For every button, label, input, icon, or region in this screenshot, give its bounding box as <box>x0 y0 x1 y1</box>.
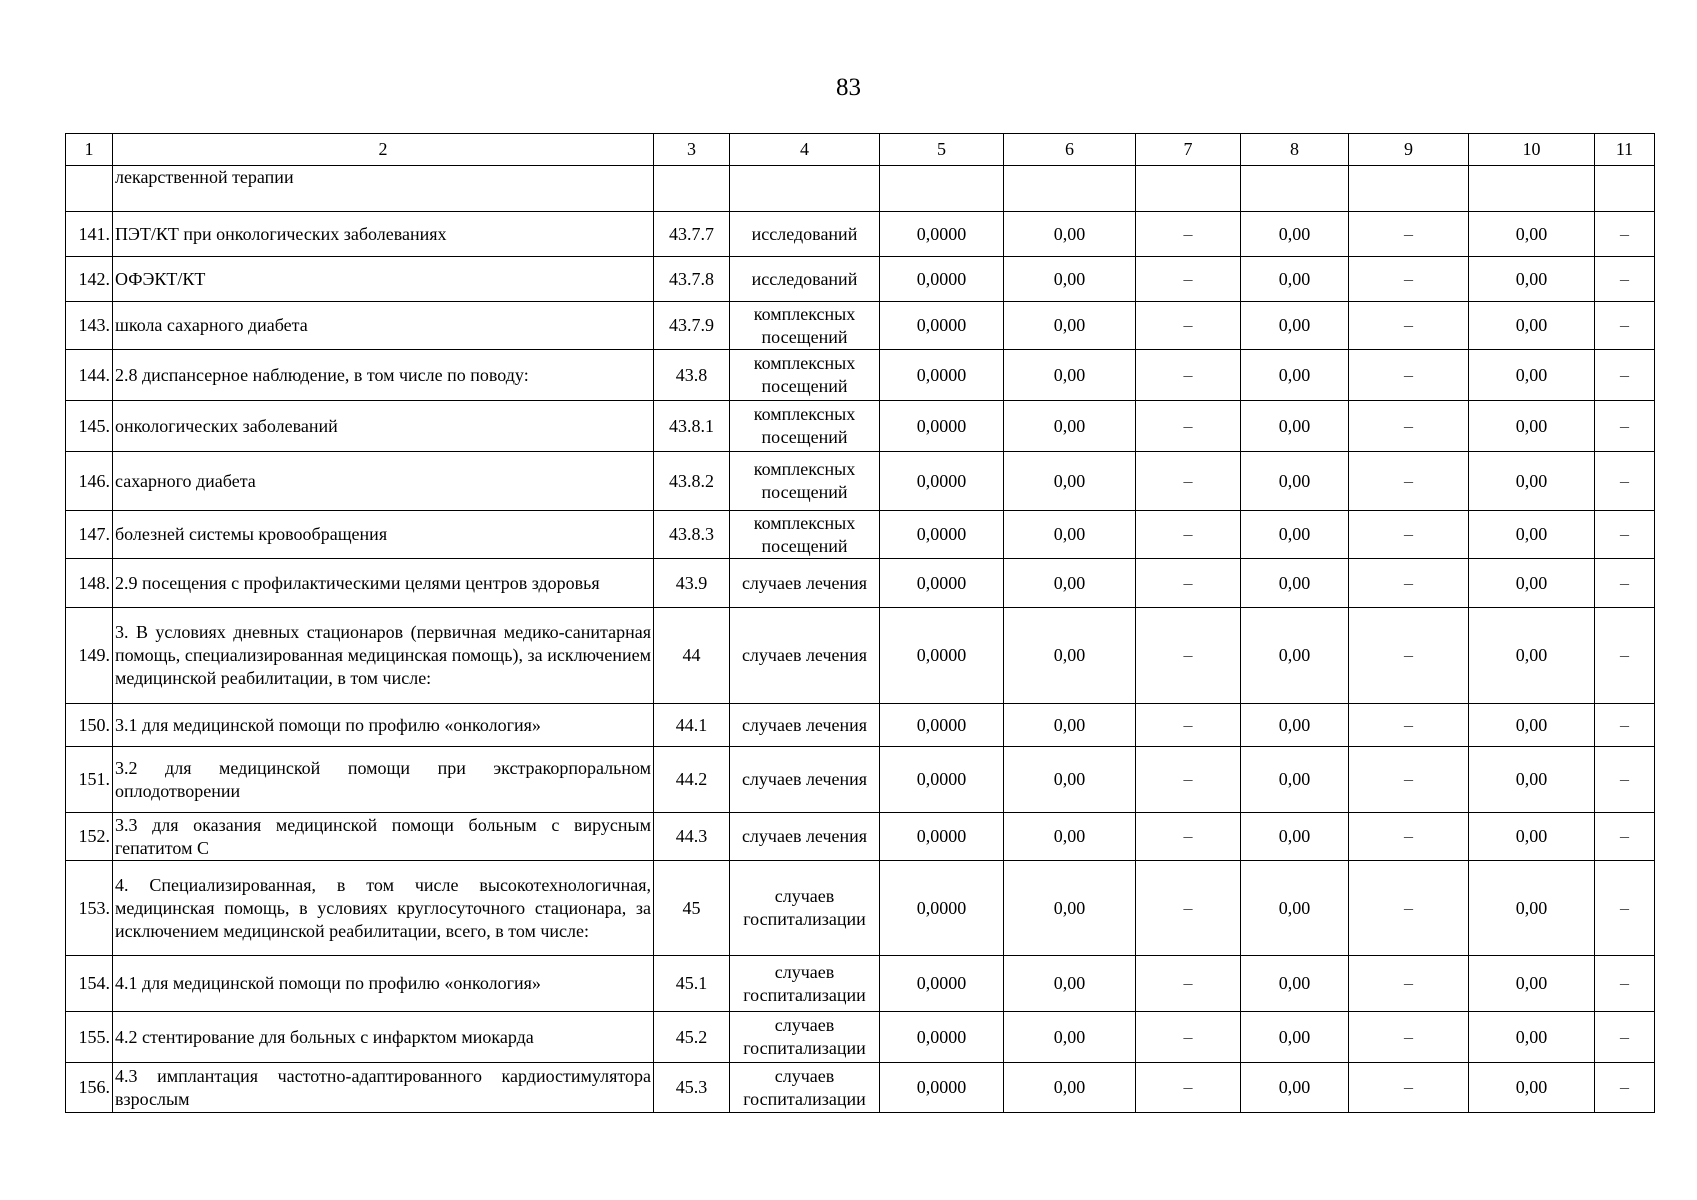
row-unit: комплексных посещений <box>730 401 880 452</box>
row-code: 45.1 <box>654 956 730 1012</box>
row-number: 152. <box>66 813 113 861</box>
row-col11: – <box>1595 452 1655 511</box>
row-col6: 0,00 <box>1004 559 1136 608</box>
row-unit: комплексных посещений <box>730 511 880 559</box>
table-row <box>66 608 1655 704</box>
row-col11: – <box>1595 559 1655 608</box>
row-unit: случаев лечения <box>730 704 880 747</box>
table-row <box>66 747 1655 813</box>
row-name: 4.1 для медицинской помощи по профилю «онкология» <box>113 956 654 1012</box>
row-col8: 0,00 <box>1241 302 1349 350</box>
row-col6: 0,00 <box>1004 452 1136 511</box>
row-col11: – <box>1595 1012 1655 1063</box>
row-col6: 0,00 <box>1004 212 1136 257</box>
row-col6: 0,00 <box>1004 704 1136 747</box>
data-table <box>65 133 1655 1113</box>
row-number <box>66 166 113 212</box>
row-col6 <box>1004 166 1136 212</box>
row-col11: – <box>1595 1063 1655 1113</box>
row-number: 153. <box>66 861 113 956</box>
row-col8: 0,00 <box>1241 452 1349 511</box>
row-col7: – <box>1136 608 1241 704</box>
row-col10: 0,00 <box>1469 257 1595 302</box>
row-col8: 0,00 <box>1241 401 1349 452</box>
row-col6: 0,00 <box>1004 956 1136 1012</box>
row-col10: 0,00 <box>1469 559 1595 608</box>
row-col7: – <box>1136 813 1241 861</box>
row-col7: – <box>1136 747 1241 813</box>
row-col6: 0,00 <box>1004 1063 1136 1113</box>
row-unit: исследований <box>730 212 880 257</box>
row-code: 43.7.8 <box>654 257 730 302</box>
row-col8: 0,00 <box>1241 1063 1349 1113</box>
row-col5: 0,0000 <box>880 511 1004 559</box>
row-col9: – <box>1349 1012 1469 1063</box>
row-code: 43.7.7 <box>654 212 730 257</box>
row-code: 43.8.2 <box>654 452 730 511</box>
row-code: 45.2 <box>654 1012 730 1063</box>
table-row <box>66 1012 1655 1063</box>
row-col9: – <box>1349 350 1469 401</box>
row-col5: 0,0000 <box>880 350 1004 401</box>
row-col10: 0,00 <box>1469 1063 1595 1113</box>
row-name: ПЭТ/КТ при онкологических заболеваниях <box>113 212 654 257</box>
header-cell: 2 <box>113 134 654 166</box>
row-number: 149. <box>66 608 113 704</box>
row-col7 <box>1136 166 1241 212</box>
row-col10: 0,00 <box>1469 452 1595 511</box>
row-col8: 0,00 <box>1241 350 1349 401</box>
table-row <box>66 166 1655 212</box>
row-col6: 0,00 <box>1004 401 1136 452</box>
row-col5: 0,0000 <box>880 747 1004 813</box>
row-number: 142. <box>66 257 113 302</box>
row-col9 <box>1349 166 1469 212</box>
row-col5 <box>880 166 1004 212</box>
row-col9: – <box>1349 257 1469 302</box>
row-code: 43.9 <box>654 559 730 608</box>
row-col8 <box>1241 166 1349 212</box>
row-col7: – <box>1136 559 1241 608</box>
row-col7: – <box>1136 212 1241 257</box>
row-col7: – <box>1136 302 1241 350</box>
table-row <box>66 401 1655 452</box>
row-col10: 0,00 <box>1469 861 1595 956</box>
table-row <box>66 511 1655 559</box>
row-col8: 0,00 <box>1241 608 1349 704</box>
row-unit: исследований <box>730 257 880 302</box>
row-col9: – <box>1349 559 1469 608</box>
row-col11: – <box>1595 747 1655 813</box>
row-code: 44.2 <box>654 747 730 813</box>
row-unit: случаев лечения <box>730 747 880 813</box>
row-name: онкологических заболеваний <box>113 401 654 452</box>
row-col6: 0,00 <box>1004 1012 1136 1063</box>
row-code <box>654 166 730 212</box>
row-number: 154. <box>66 956 113 1012</box>
header-cell: 8 <box>1241 134 1349 166</box>
row-code: 44.1 <box>654 704 730 747</box>
row-col11: – <box>1595 257 1655 302</box>
row-col10: 0,00 <box>1469 212 1595 257</box>
row-code: 43.8.3 <box>654 511 730 559</box>
row-unit: комплексных посещений <box>730 350 880 401</box>
table-row <box>66 212 1655 257</box>
row-unit: случаев госпитализации <box>730 861 880 956</box>
row-number: 141. <box>66 212 113 257</box>
row-col5: 0,0000 <box>880 813 1004 861</box>
row-col11 <box>1595 166 1655 212</box>
row-col8: 0,00 <box>1241 257 1349 302</box>
row-code: 44 <box>654 608 730 704</box>
row-col5: 0,0000 <box>880 861 1004 956</box>
row-unit: случаев госпитализации <box>730 1012 880 1063</box>
table-row <box>66 704 1655 747</box>
row-col10: 0,00 <box>1469 956 1595 1012</box>
row-name: лекарственной терапии <box>113 166 654 212</box>
table-row <box>66 813 1655 861</box>
row-col8: 0,00 <box>1241 1012 1349 1063</box>
row-col10: 0,00 <box>1469 1012 1595 1063</box>
row-col6: 0,00 <box>1004 302 1136 350</box>
row-unit <box>730 166 880 212</box>
header-cell: 11 <box>1595 134 1655 166</box>
row-name: 3. В условиях дневных стационаров (первичная медико-санитарная помощь, специализированная медицинская помощь), за исключением медицинской реабилитации, в том числе: <box>113 608 654 704</box>
row-col5: 0,0000 <box>880 452 1004 511</box>
header-row <box>66 134 1655 166</box>
header-cell: 9 <box>1349 134 1469 166</box>
table-row <box>66 861 1655 956</box>
row-col9: – <box>1349 511 1469 559</box>
row-col7: – <box>1136 511 1241 559</box>
row-col8: 0,00 <box>1241 747 1349 813</box>
row-name: 4.3 имплантация частотно-адаптированного кардиостимулятора взрослым <box>113 1063 654 1113</box>
row-unit: комплексных посещений <box>730 302 880 350</box>
row-col10: 0,00 <box>1469 747 1595 813</box>
row-name: 4. Специализированная, в том числе высокотехнологичная, медицинская помощь, в условиях круглосуточного стационара, за исключением медицинской реабилитации, всего, в том числе: <box>113 861 654 956</box>
row-name: 2.9 посещения с профилактическими целями центров здоровья <box>113 559 654 608</box>
row-col7: – <box>1136 401 1241 452</box>
table-row <box>66 257 1655 302</box>
table-row <box>66 1063 1655 1113</box>
row-col9: – <box>1349 956 1469 1012</box>
row-name: 4.2 стентирование для больных с инфарктом миокарда <box>113 1012 654 1063</box>
row-col9: – <box>1349 747 1469 813</box>
row-unit: комплексных посещений <box>730 452 880 511</box>
header-cell: 3 <box>654 134 730 166</box>
row-col10: 0,00 <box>1469 704 1595 747</box>
row-number: 155. <box>66 1012 113 1063</box>
row-number: 147. <box>66 511 113 559</box>
row-col6: 0,00 <box>1004 257 1136 302</box>
table-row <box>66 956 1655 1012</box>
row-col8: 0,00 <box>1241 704 1349 747</box>
row-unit: случаев госпитализации <box>730 956 880 1012</box>
table-row <box>66 452 1655 511</box>
row-col9: – <box>1349 608 1469 704</box>
row-unit: случаев госпитализации <box>730 1063 880 1113</box>
row-col7: – <box>1136 257 1241 302</box>
row-col8: 0,00 <box>1241 861 1349 956</box>
row-col10: 0,00 <box>1469 813 1595 861</box>
row-name: болезней системы кровообращения <box>113 511 654 559</box>
table-row <box>66 559 1655 608</box>
row-name: школа сахарного диабета <box>113 302 654 350</box>
row-col5: 0,0000 <box>880 401 1004 452</box>
row-col7: – <box>1136 350 1241 401</box>
row-name: 2.8 диспансерное наблюдение, в том числе по поводу: <box>113 350 654 401</box>
row-col11: – <box>1595 608 1655 704</box>
row-col11: – <box>1595 956 1655 1012</box>
row-col11: – <box>1595 350 1655 401</box>
row-name: 3.1 для медицинской помощи по профилю «онкология» <box>113 704 654 747</box>
header-cell: 6 <box>1004 134 1136 166</box>
row-col6: 0,00 <box>1004 350 1136 401</box>
row-col5: 0,0000 <box>880 559 1004 608</box>
row-col11: – <box>1595 861 1655 956</box>
row-number: 145. <box>66 401 113 452</box>
row-name: 3.2 для медицинской помощи при экстракорпоральном оплодотворении <box>113 747 654 813</box>
row-col8: 0,00 <box>1241 956 1349 1012</box>
row-unit: случаев лечения <box>730 559 880 608</box>
header-cell: 1 <box>66 134 113 166</box>
row-col6: 0,00 <box>1004 747 1136 813</box>
row-name: 3.3 для оказания медицинской помощи больным с вирусным гепатитом С <box>113 813 654 861</box>
row-col8: 0,00 <box>1241 559 1349 608</box>
table-row <box>66 302 1655 350</box>
row-number: 151. <box>66 747 113 813</box>
row-col11: – <box>1595 813 1655 861</box>
row-col11: – <box>1595 212 1655 257</box>
row-col6: 0,00 <box>1004 511 1136 559</box>
row-code: 43.7.9 <box>654 302 730 350</box>
row-col5: 0,0000 <box>880 956 1004 1012</box>
row-col10: 0,00 <box>1469 350 1595 401</box>
row-col9: – <box>1349 452 1469 511</box>
row-number: 146. <box>66 452 113 511</box>
row-col9: – <box>1349 302 1469 350</box>
row-col5: 0,0000 <box>880 704 1004 747</box>
row-col7: – <box>1136 956 1241 1012</box>
row-col5: 0,0000 <box>880 302 1004 350</box>
row-col5: 0,0000 <box>880 608 1004 704</box>
page-number: 83 <box>836 74 861 101</box>
row-unit: случаев лечения <box>730 608 880 704</box>
row-code: 43.8 <box>654 350 730 401</box>
row-col7: – <box>1136 1012 1241 1063</box>
row-number: 150. <box>66 704 113 747</box>
row-col9: – <box>1349 813 1469 861</box>
row-col7: – <box>1136 704 1241 747</box>
row-col9: – <box>1349 212 1469 257</box>
row-code: 44.3 <box>654 813 730 861</box>
row-name: ОФЭКТ/КТ <box>113 257 654 302</box>
row-col6: 0,00 <box>1004 813 1136 861</box>
row-col11: – <box>1595 511 1655 559</box>
row-col10: 0,00 <box>1469 401 1595 452</box>
row-code: 45 <box>654 861 730 956</box>
row-col5: 0,0000 <box>880 1012 1004 1063</box>
row-code: 45.3 <box>654 1063 730 1113</box>
row-col9: – <box>1349 1063 1469 1113</box>
row-col8: 0,00 <box>1241 813 1349 861</box>
row-number: 144. <box>66 350 113 401</box>
table-row <box>66 350 1655 401</box>
row-col8: 0,00 <box>1241 511 1349 559</box>
row-col6: 0,00 <box>1004 608 1136 704</box>
row-col9: – <box>1349 704 1469 747</box>
row-col5: 0,0000 <box>880 212 1004 257</box>
row-col5: 0,0000 <box>880 257 1004 302</box>
header-cell: 4 <box>730 134 880 166</box>
row-col10: 0,00 <box>1469 608 1595 704</box>
row-name: сахарного диабета <box>113 452 654 511</box>
header-cell: 7 <box>1136 134 1241 166</box>
row-code: 43.8.1 <box>654 401 730 452</box>
row-unit: случаев лечения <box>730 813 880 861</box>
header-cell: 10 <box>1469 134 1595 166</box>
row-col9: – <box>1349 401 1469 452</box>
row-col8: 0,00 <box>1241 212 1349 257</box>
row-col7: – <box>1136 861 1241 956</box>
row-col6: 0,00 <box>1004 861 1136 956</box>
header-cell: 5 <box>880 134 1004 166</box>
row-col10: 0,00 <box>1469 511 1595 559</box>
row-col10: 0,00 <box>1469 302 1595 350</box>
row-number: 156. <box>66 1063 113 1113</box>
row-number: 148. <box>66 559 113 608</box>
row-col11: – <box>1595 401 1655 452</box>
row-number: 143. <box>66 302 113 350</box>
row-col5: 0,0000 <box>880 1063 1004 1113</box>
row-col7: – <box>1136 452 1241 511</box>
row-col9: – <box>1349 861 1469 956</box>
row-col7: – <box>1136 1063 1241 1113</box>
row-col11: – <box>1595 704 1655 747</box>
row-col10 <box>1469 166 1595 212</box>
row-col11: – <box>1595 302 1655 350</box>
